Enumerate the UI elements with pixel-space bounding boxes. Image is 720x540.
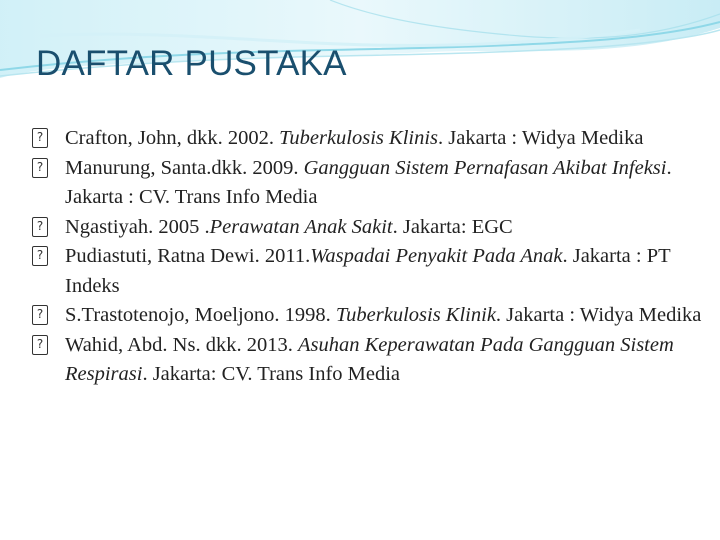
reference-publisher: . Jakarta: CV. Trans Info Media xyxy=(142,363,401,385)
missing-glyph-bullet-icon: ? xyxy=(32,246,48,266)
reference-author-year: Wahid, Abd. Ns. dkk. 2013. xyxy=(65,333,298,356)
reference-title: Asuhan Keperawatan Pada Gangguan Sistem Respirasi xyxy=(65,333,674,385)
reference-author-year: Crafton, John, dkk. 2002. xyxy=(65,127,280,149)
reference-author-year: Ngastiyah. 2005 . xyxy=(65,215,210,238)
reference-title: Tuberkulosis Klinik xyxy=(335,304,496,326)
reference-publisher: . Jakarta : CV. Trans Info Media xyxy=(65,156,672,208)
reference-publisher: . Jakarta: EGC xyxy=(392,215,513,238)
reference-author-year: Pudiastuti, Ratna Dewi. 2011. xyxy=(65,245,311,267)
reference-author-year: Manurung, Santa.dkk. 2009. xyxy=(65,156,304,179)
missing-glyph-bullet-icon: ? xyxy=(32,217,48,237)
reference-item xyxy=(32,213,712,243)
missing-glyph-bullet-icon: ? xyxy=(32,158,48,178)
reference-list xyxy=(32,124,712,390)
reference-publisher: . Jakarta : Widya Medika xyxy=(495,304,702,326)
reference-item xyxy=(32,301,712,331)
reference-author-year: S.Trastotenojo, Moeljono. 1998. xyxy=(65,304,336,326)
reference-title: Tuberkulosis Klinis xyxy=(279,127,439,149)
reference-publisher: . Jakarta : Widya Medika xyxy=(438,127,644,149)
missing-glyph-bullet-icon: ? xyxy=(32,305,48,325)
missing-glyph-bullet-icon: ? xyxy=(32,128,48,148)
reference-title: Waspadai Penyakit Pada Anak xyxy=(310,245,563,267)
page-title: DAFTAR PUSTAKA xyxy=(36,44,347,83)
reference-item xyxy=(32,331,712,390)
reference-title: Gangguan Sistem Pernafasan Akibat Infeksi xyxy=(303,156,667,179)
reference-publisher: . Jakarta : PT Indeks xyxy=(65,245,671,297)
reference-title: Perawatan Anak Sakit xyxy=(209,215,393,238)
reference-item xyxy=(32,154,712,213)
missing-glyph-bullet-icon: ? xyxy=(32,335,48,355)
reference-item xyxy=(32,124,712,154)
reference-item xyxy=(32,242,712,301)
